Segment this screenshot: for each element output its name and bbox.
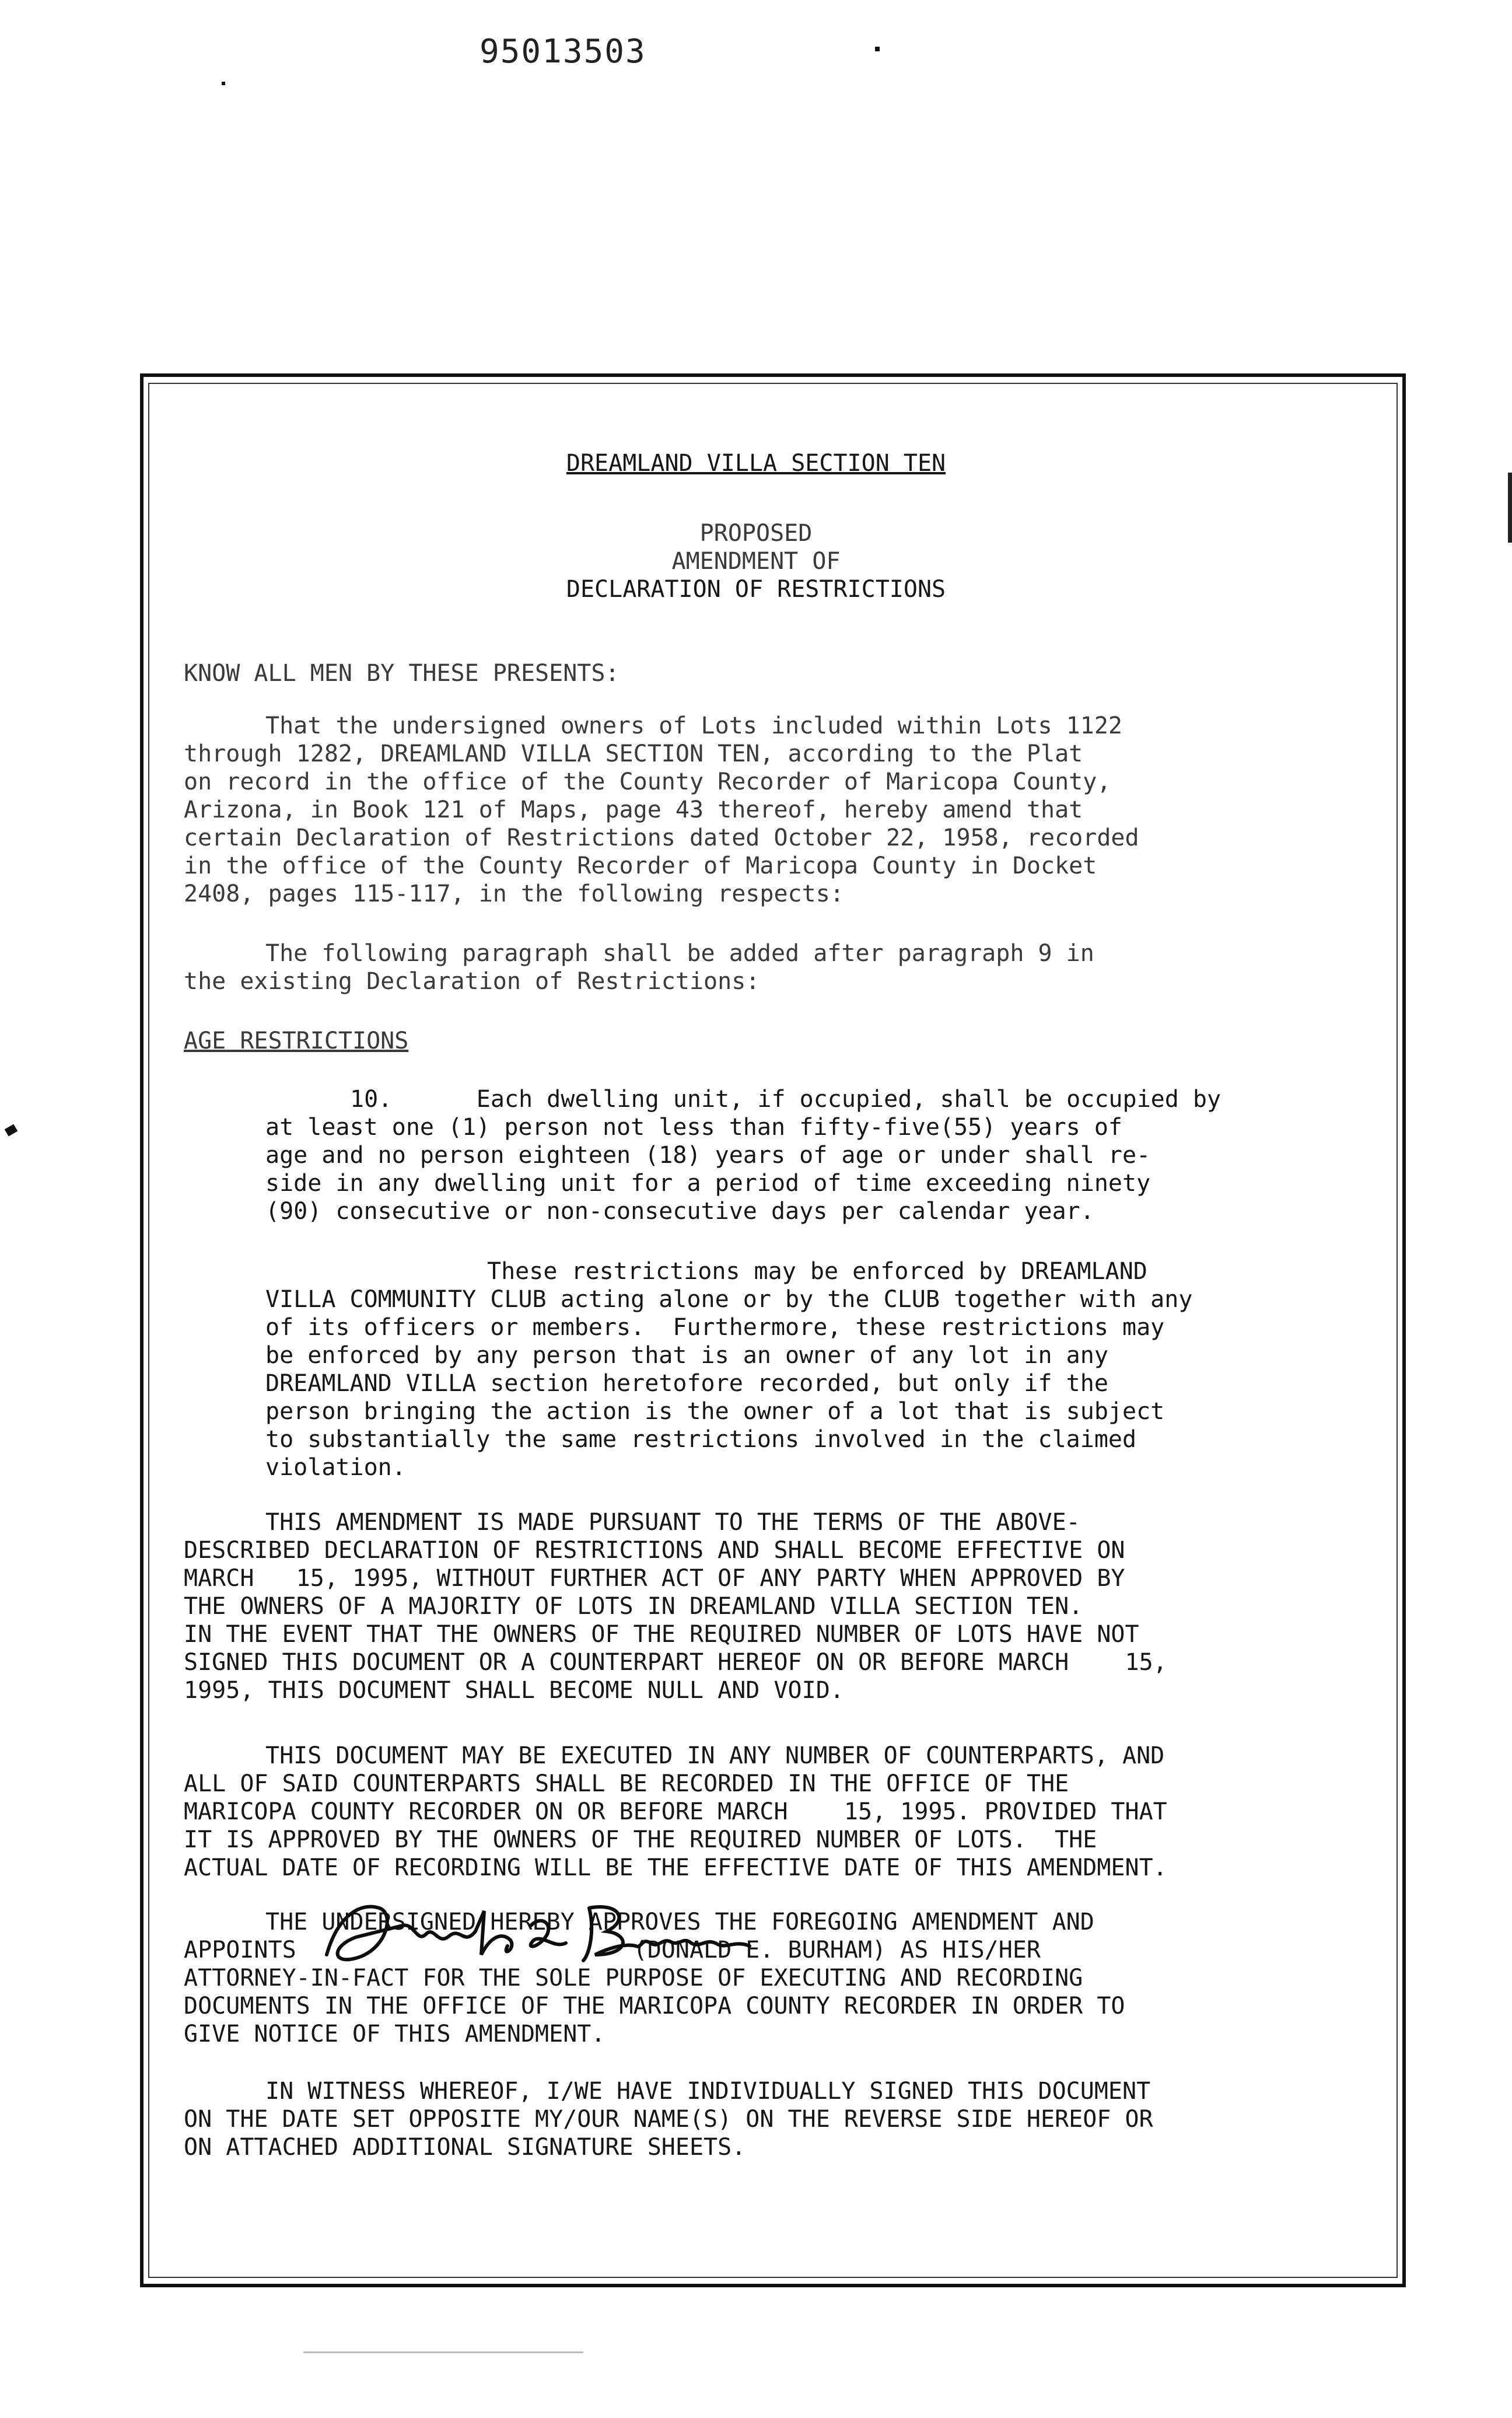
attorney-line: THE UNDERSIGNED HEREBY APPROVES THE FOREGOING AMENDMENT AND bbox=[265, 1909, 1094, 1935]
amendment-line: 1995, THIS DOCUMENT SHALL BECOME NULL AND VOID. bbox=[184, 1677, 844, 1704]
amendment-line: THIS AMENDMENT IS MADE PURSUANT TO THE TERMS OF THE ABOVE- bbox=[265, 1509, 1080, 1536]
scan-smudge bbox=[303, 2351, 583, 2353]
subtitle-declaration: DECLARATION OF RESTRICTIONS bbox=[566, 576, 946, 603]
attorney-line: GIVE NOTICE OF THIS AMENDMENT. bbox=[184, 2021, 606, 2047]
amendment-line: THE OWNERS OF A MAJORITY OF LOTS IN DREAMLAND VILLA SECTION TEN. bbox=[184, 1593, 1083, 1620]
section-heading: AGE RESTRICTIONS bbox=[184, 1028, 409, 1054]
paragraph-10-line: at least one (1) person not less than fifty-five(55) years of bbox=[265, 1114, 1123, 1141]
scan-speck bbox=[5, 1124, 18, 1136]
witness-line: IN WITNESS WHEREOF, I/WE HAVE INDIVIDUALLY SIGNED THIS DOCUMENT bbox=[265, 2078, 1151, 2105]
amendment-line: MARCH 15, 1995, WITHOUT FURTHER ACT OF ANY PARTY WHEN APPROVED BY bbox=[184, 1565, 1125, 1592]
enforcement-line: VILLA COMMUNITY CLUB acting alone or by the CLUB together with any bbox=[265, 1286, 1193, 1313]
added-paragraph-line: the existing Declaration of Restrictions: bbox=[184, 968, 760, 995]
scan-edge-mark bbox=[1508, 473, 1512, 543]
subtitle-proposed: PROPOSED bbox=[699, 520, 813, 547]
counterparts-line: IT IS APPROVED BY THE OWNERS OF THE REQUIRED NUMBER OF LOTS. THE bbox=[184, 1826, 1097, 1853]
enforcement-line: person bringing the action is the owner of a lot that is subject bbox=[265, 1398, 1165, 1425]
scan-speck bbox=[875, 47, 880, 51]
intro-line: Arizona, in Book 121 of Maps, page 43 thereof, hereby amend that bbox=[184, 796, 1083, 823]
enforcement-line: be enforced by any person that is an owner of any lot in any bbox=[265, 1342, 1108, 1369]
enforcement-line: violation. bbox=[265, 1454, 406, 1481]
attorney-line: DOCUMENTS IN THE OFFICE OF THE MARICOPA COUNTY RECORDER IN ORDER TO bbox=[184, 1993, 1125, 2019]
amendment-line: SIGNED THIS DOCUMENT OR A COUNTERPART HEREOF ON OR BEFORE MARCH 15, bbox=[184, 1649, 1167, 1676]
counterparts-line: ACTUAL DATE OF RECORDING WILL BE THE EFFECTIVE DATE OF THIS AMENDMENT. bbox=[184, 1854, 1167, 1881]
paragraph-10-line: (90) consecutive or non-consecutive days per calendar year. bbox=[265, 1198, 1094, 1225]
attorney-line: ATTORNEY-IN-FACT FOR THE SOLE PURPOSE OF EXECUTING AND RECORDING bbox=[184, 1965, 1083, 1991]
signature bbox=[315, 1891, 758, 1972]
paragraph-10-line: 10. Each dwelling unit, if occupied, shall be occupied by bbox=[350, 1086, 1222, 1113]
amendment-line: IN THE EVENT THAT THE OWNERS OF THE REQUIRED NUMBER OF LOTS HAVE NOT bbox=[184, 1621, 1139, 1648]
paragraph-10-line: side in any dwelling unit for a period of time exceeding ninety bbox=[265, 1170, 1151, 1197]
intro-line: certain Declaration of Restrictions dated October 22, 1958, recorded bbox=[184, 824, 1139, 851]
attorney-line: APPOINTS (DONALD E. BURHAM) AS HIS/HER bbox=[184, 1937, 1041, 1963]
enforcement-line: to substantially the same restrictions involved in the claimed bbox=[265, 1426, 1137, 1453]
intro-line: 2408, pages 115-117, in the following respects: bbox=[184, 880, 844, 907]
intro-line: That the undersigned owners of Lots included within Lots 1122 bbox=[265, 712, 1123, 739]
counterparts-line: MARICOPA COUNTY RECORDER ON OR BEFORE MARCH 15, 1995. PROVIDED THAT bbox=[184, 1798, 1167, 1825]
subtitle-amendment: AMENDMENT OF bbox=[671, 548, 841, 575]
witness-line: ON ATTACHED ADDITIONAL SIGNATURE SHEETS. bbox=[184, 2134, 746, 2161]
intro-line: through 1282, DREAMLAND VILLA SECTION TEN, according to the Plat bbox=[184, 740, 1083, 767]
salutation: KNOW ALL MEN BY THESE PRESENTS: bbox=[184, 660, 620, 687]
enforcement-line: DREAMLAND VILLA section heretofore recorded, but only if the bbox=[265, 1370, 1108, 1397]
intro-line: on record in the office of the County Recorder of Maricopa County, bbox=[184, 768, 1111, 795]
document-number: 95013503 bbox=[480, 33, 646, 71]
counterparts-line: ALL OF SAID COUNTERPARTS SHALL BE RECORDED IN THE OFFICE OF THE bbox=[184, 1770, 1069, 1797]
document-title: DREAMLAND VILLA SECTION TEN bbox=[566, 450, 946, 477]
amendment-line: DESCRIBED DECLARATION OF RESTRICTIONS AND SHALL BECOME EFFECTIVE ON bbox=[184, 1537, 1125, 1564]
witness-line: ON THE DATE SET OPPOSITE MY/OUR NAME(S) ON THE REVERSE SIDE HEREOF OR bbox=[184, 2106, 1153, 2133]
scan-speck bbox=[222, 82, 225, 85]
enforcement-line: These restrictions may be enforced by DREAMLAND bbox=[487, 1258, 1147, 1285]
paragraph-10-line: age and no person eighteen (18) years of age or under shall re- bbox=[265, 1142, 1151, 1169]
counterparts-line: THIS DOCUMENT MAY BE EXECUTED IN ANY NUMBER OF COUNTERPARTS, AND bbox=[265, 1742, 1165, 1769]
enforcement-line: of its officers or members. Furthermore, these restrictions may bbox=[265, 1314, 1165, 1341]
added-paragraph-line: The following paragraph shall be added after paragraph 9 in bbox=[265, 940, 1094, 967]
intro-line: in the office of the County Recorder of Maricopa County in Docket bbox=[184, 852, 1097, 879]
